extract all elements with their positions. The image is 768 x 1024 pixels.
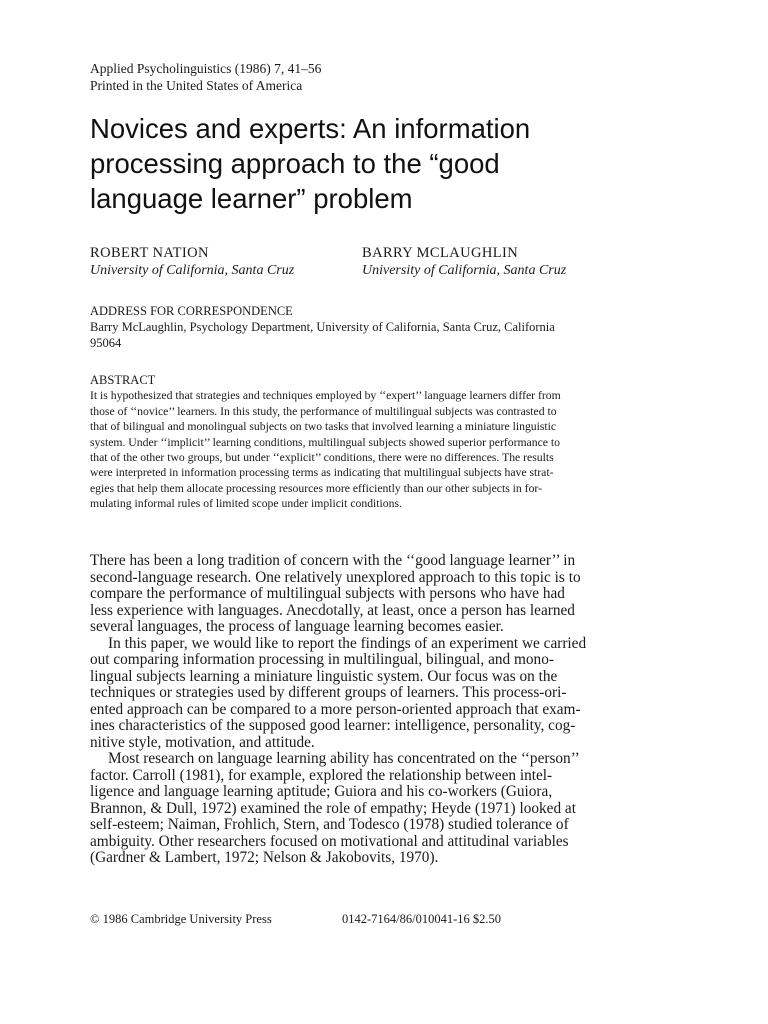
paragraph-1 bbox=[90, 553, 686, 636]
body-line: self-esteem; Naiman, Frohlich, Stern, and Todesco (1978) studied tolerance of bbox=[90, 816, 569, 833]
body-line: Brannon, & Dull, 1972) examined the role of empathy; Heyde (1971) looked at bbox=[90, 799, 576, 817]
body-line: ines characteristics of the supposed good learner: intelligence, personality, cog- bbox=[90, 717, 576, 734]
body-line: several languages, the process of language learning becomes easier. bbox=[90, 618, 504, 635]
printed-in: Printed in the United States of America bbox=[90, 78, 303, 93]
abstract-line: system. Under ‘‘implicit’’ learning conditions, multilingual subjects showed superior performance to bbox=[90, 435, 560, 449]
journal-citation: Applied Psycholinguistics (1986) 7, 41–56 bbox=[90, 61, 322, 76]
journal-info bbox=[90, 60, 321, 94]
author-block-1 bbox=[90, 244, 294, 280]
body-line: Most research on language learning ability has concentrated on the ‘‘person’’ bbox=[108, 750, 580, 767]
body-line: compare the performance of multilingual subjects with persons who have had bbox=[90, 585, 565, 602]
body-line: lingual subjects learning a miniature linguistic system. Our focus was on the bbox=[90, 667, 558, 685]
body-line: out comparing information processing in multilingual, bilingual, and mono- bbox=[90, 651, 554, 668]
abstract-line: that of the other two groups, but under ‘‘explicit’’ conditions, there were no differences. The results bbox=[90, 451, 554, 465]
paragraph-3 bbox=[90, 751, 686, 867]
author-name: ROBERT NATION bbox=[90, 245, 209, 261]
correspondence-block bbox=[90, 303, 555, 351]
body-line: less experience with languages. Anecdotally, at least, once a person has learned bbox=[90, 601, 575, 619]
correspondence-heading: ADDRESS FOR CORRESPONDENCE bbox=[90, 304, 293, 318]
body-line: ented approach can be compared to a more person-oriented approach that exam- bbox=[90, 700, 581, 718]
abstract-block bbox=[90, 373, 686, 512]
issn-price: 0142-7164/86/010041-16 $2.50 bbox=[342, 912, 502, 926]
body-line: There has been a long tradition of concern with the ‘‘good language learner’’ in bbox=[90, 552, 576, 569]
abstract-line: were interpreted in information processing terms as indicating that multilingual subjects have strat- bbox=[90, 466, 554, 480]
body-line: second-language research. One relatively unexplored approach to this topic is to bbox=[90, 568, 581, 586]
abstract-line: egies that help them allocate processing resources more efficiently than our other subjects in for- bbox=[90, 481, 542, 495]
body-line: nitive style, motivation, and attitude. bbox=[90, 733, 315, 751]
abstract-line: mulating informal rules of limited scope under implicit conditions. bbox=[90, 497, 402, 511]
body-line: In this paper, we would like to report the findings of an experiment we carried bbox=[108, 634, 587, 652]
author-affiliation: University of California, Santa Cruz bbox=[90, 263, 295, 278]
correspondence-address: Barry McLaughlin, Psychology Department, University of California, Santa Cruz, California bbox=[90, 320, 555, 334]
abstract-line: those of ‘‘novice’’ learners. In this study, the performance of multilingual subjects was contrasted to bbox=[90, 404, 557, 418]
abstract-heading: ABSTRACT bbox=[90, 373, 156, 387]
body-line: techniques or strategies used by different groups of learners. This process-ori- bbox=[90, 684, 567, 701]
abstract-line: It is hypothesized that strategies and techniques employed by ‘‘expert’’ language learners differ from bbox=[90, 389, 561, 403]
copyright-notice: © 1986 Cambridge University Press bbox=[90, 912, 272, 926]
author-block-2 bbox=[362, 244, 566, 280]
abstract-line: that of bilingual and monolingual subjects on two tasks that involved learning a miniature linguistic bbox=[90, 420, 557, 434]
paragraph-2 bbox=[90, 636, 686, 752]
title-line: Novices and experts: An information bbox=[90, 113, 531, 144]
author-name: BARRY MCLAUGHLIN bbox=[362, 245, 519, 261]
body-line: (Gardner & Lambert, 1972; Nelson & Jakobovits, 1970). bbox=[90, 849, 439, 866]
body-line: ligence and language learning aptitude; Guiora and his co-workers (Guiora, bbox=[90, 783, 553, 800]
body-text bbox=[90, 553, 686, 867]
article-title bbox=[90, 111, 690, 216]
body-line: factor. Carroll (1981), for example, explored the relationship between intel- bbox=[90, 766, 553, 784]
body-line: ambiguity. Other researchers focused on motivational and attitudinal variables bbox=[90, 832, 569, 850]
correspondence-zip: 95064 bbox=[90, 336, 122, 350]
title-line: language learner” problem bbox=[90, 183, 413, 214]
author-affiliation: University of California, Santa Cruz bbox=[362, 263, 567, 278]
title-line: processing approach to the “good bbox=[90, 148, 500, 179]
